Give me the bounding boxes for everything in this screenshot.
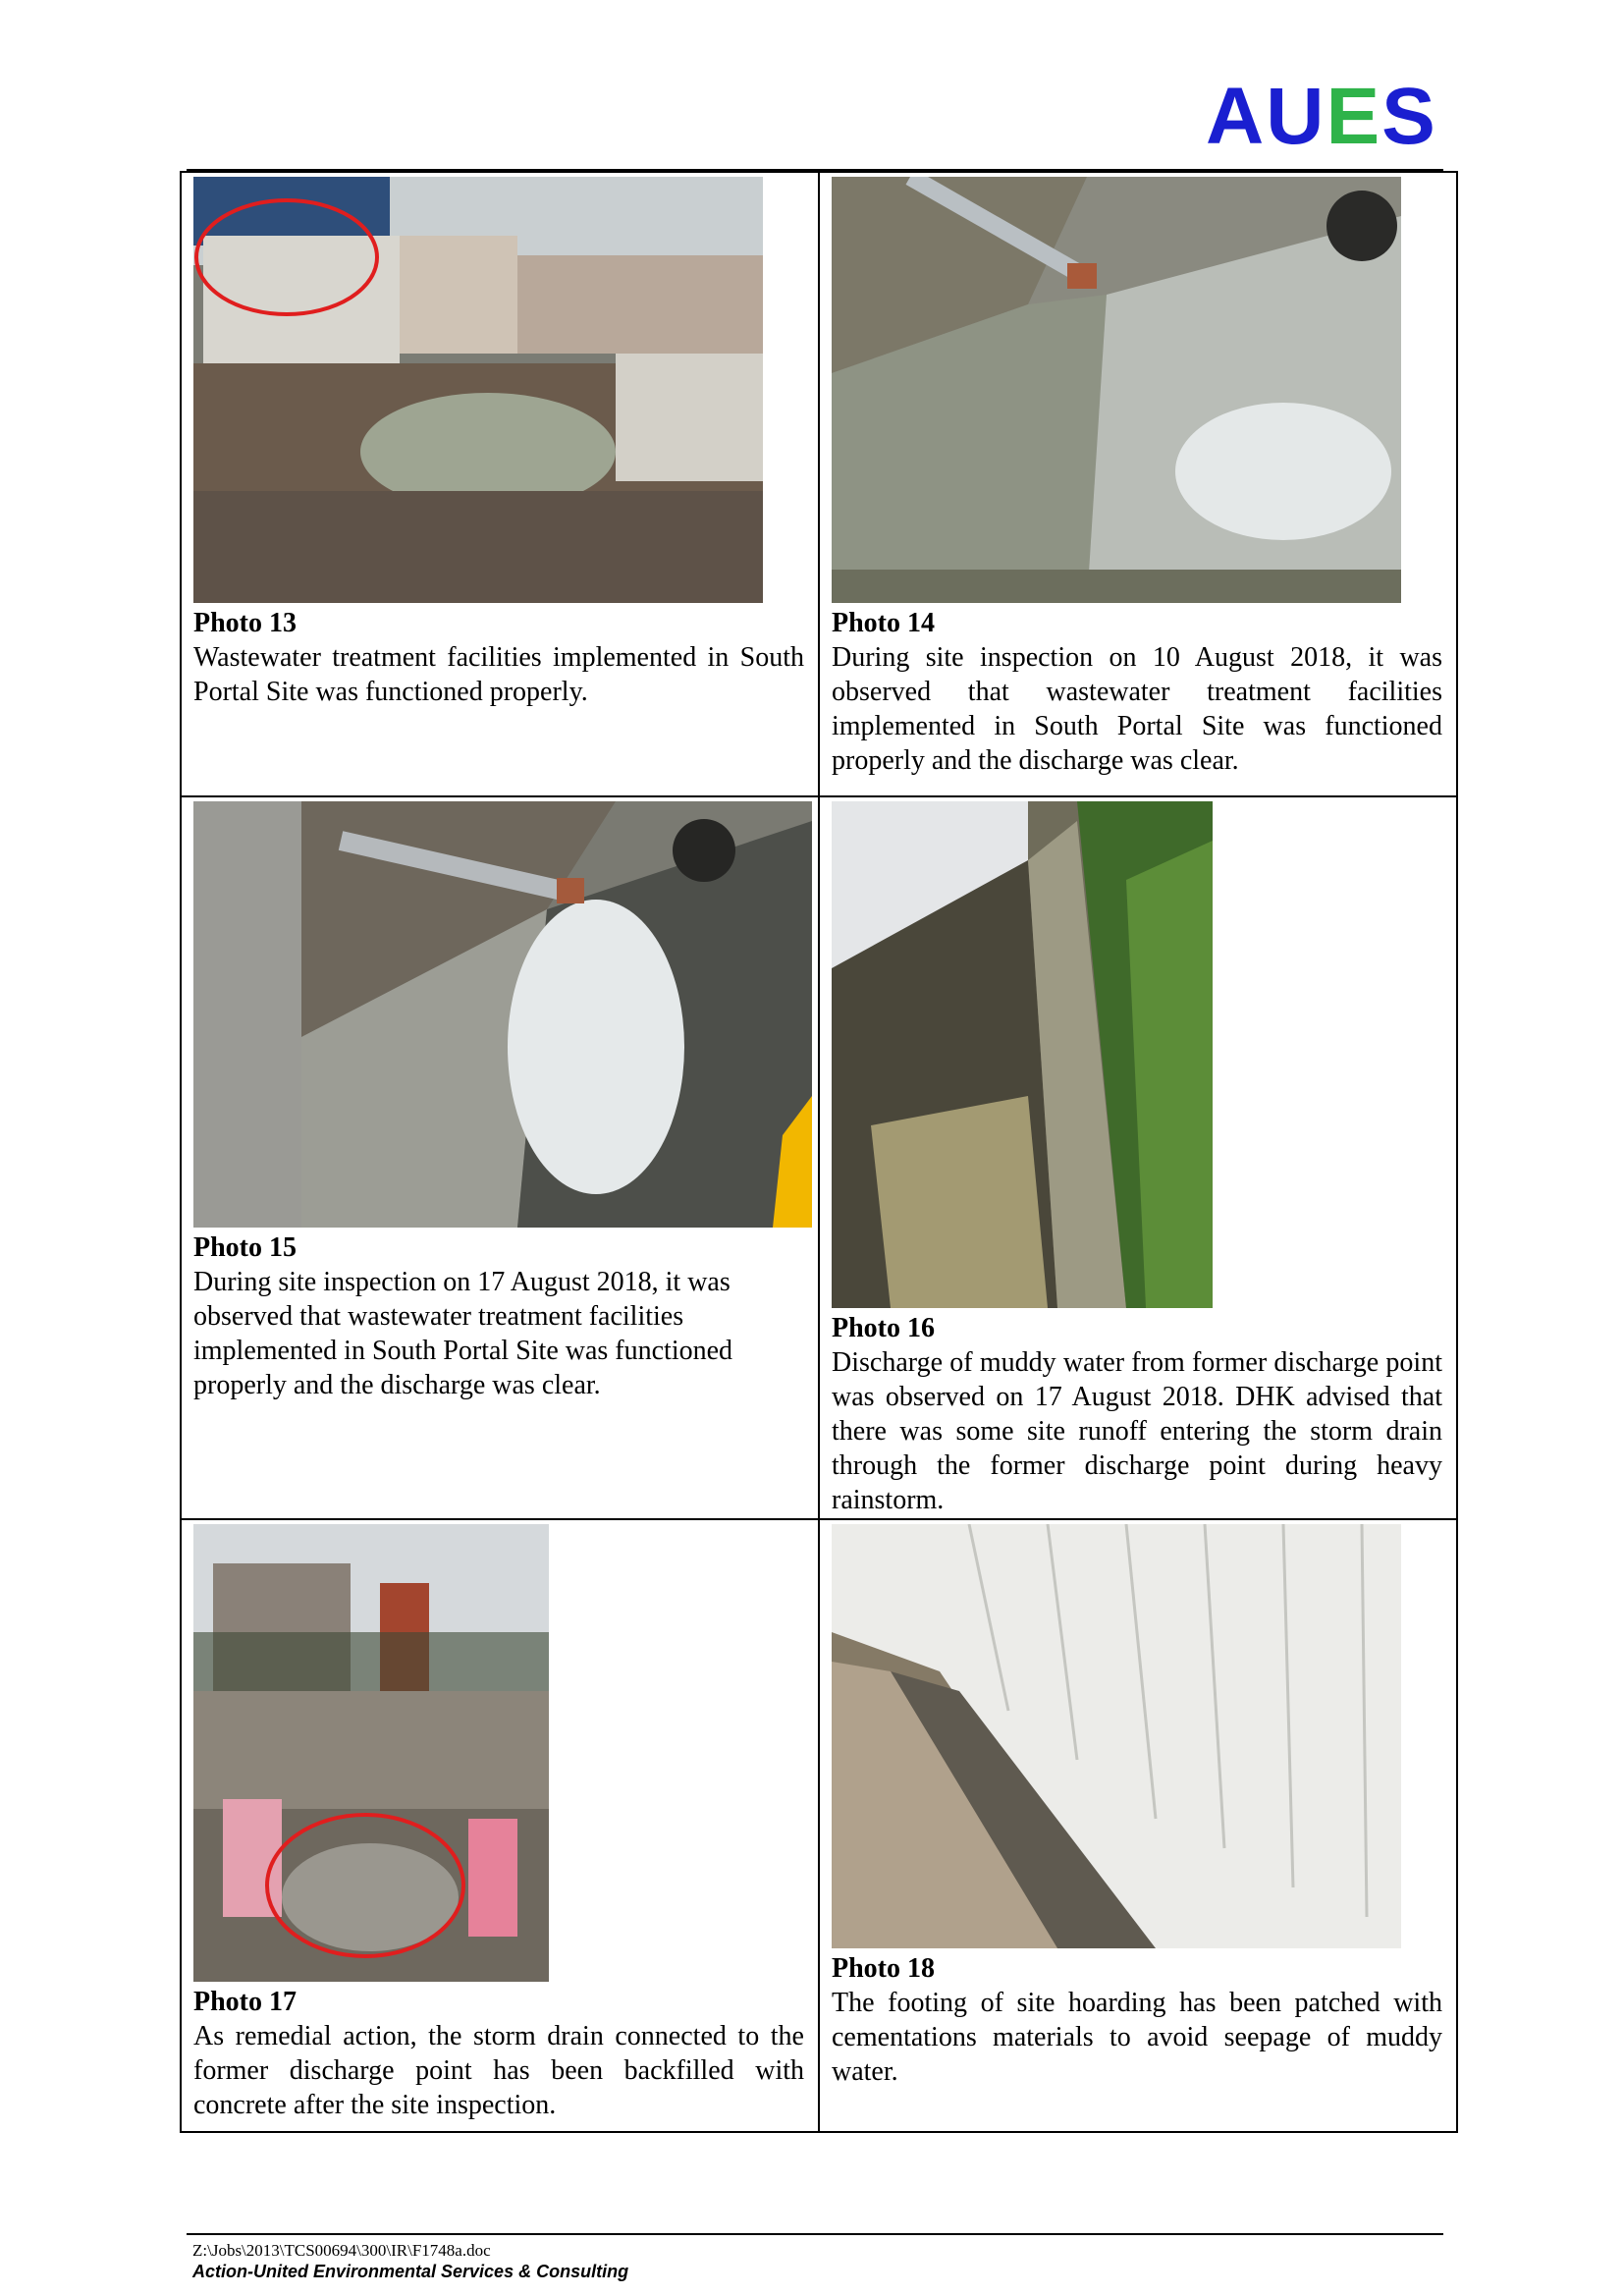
photo-17-cell	[181, 1519, 819, 2132]
photo-13-cell	[181, 172, 819, 796]
photo-17-image	[193, 1524, 549, 1982]
photo-15-cell	[181, 796, 819, 1519]
photo-14-caption: During site inspection on 10 August 2018, it was observed that wastewater treatment facilities implemented in South Portal Site was functioned properly and the discharge was clear.	[832, 642, 1442, 776]
photo-13-image	[193, 177, 763, 603]
photo-18-image	[832, 1524, 1401, 1948]
photo-16-title: Photo 16	[832, 1313, 935, 1343]
photo-18-caption: The footing of site hoarding has been patched with cementations materials to avoid seepage of muddy water.	[832, 1988, 1442, 2087]
photo-18-title: Photo 18	[832, 1953, 935, 1984]
photo-17-title: Photo 17	[193, 1987, 297, 2017]
photo-16-cell	[819, 796, 1457, 1519]
photo-18-cell	[819, 1519, 1457, 2132]
photo-table	[180, 171, 1458, 2133]
photo-17-caption: As remedial action, the storm drain connected to the former discharge point has been backfilled with concrete after the site inspection.	[193, 2021, 804, 2120]
photo-14-cell	[819, 172, 1457, 796]
photo-15-image	[193, 801, 812, 1228]
footer-company: Action-United Environmental Services & Consulting	[192, 2262, 629, 2281]
photo-14-title: Photo 14	[832, 608, 935, 638]
photo-15-title: Photo 15	[193, 1232, 297, 1263]
aues-logo: AUES	[1206, 72, 1437, 161]
photo-13-title: Photo 13	[193, 608, 297, 638]
footer-rule	[187, 2233, 1443, 2235]
photo-16-caption: Discharge of muddy water from former discharge point was observed on 17 August 2018. DHK advised that there was some site runoff entering the storm drain through the former discharge point during heavy rainstorm.	[832, 1347, 1442, 1515]
photo-16-image	[832, 801, 1213, 1308]
photo-15-caption: During site inspection on 17 August 2018, it was observed that wastewater treatment facilities implemented in South Portal Site was functioned properly and the discharge was clear.	[193, 1267, 733, 1400]
photo-14-image	[832, 177, 1401, 603]
photo-13-caption: Wastewater treatment facilities implemented in South Portal Site was functioned properly.	[193, 642, 804, 707]
footer-file-path: Z:\Jobs\2013\TCS00694\300\IR\F1748a.doc	[192, 2241, 491, 2260]
